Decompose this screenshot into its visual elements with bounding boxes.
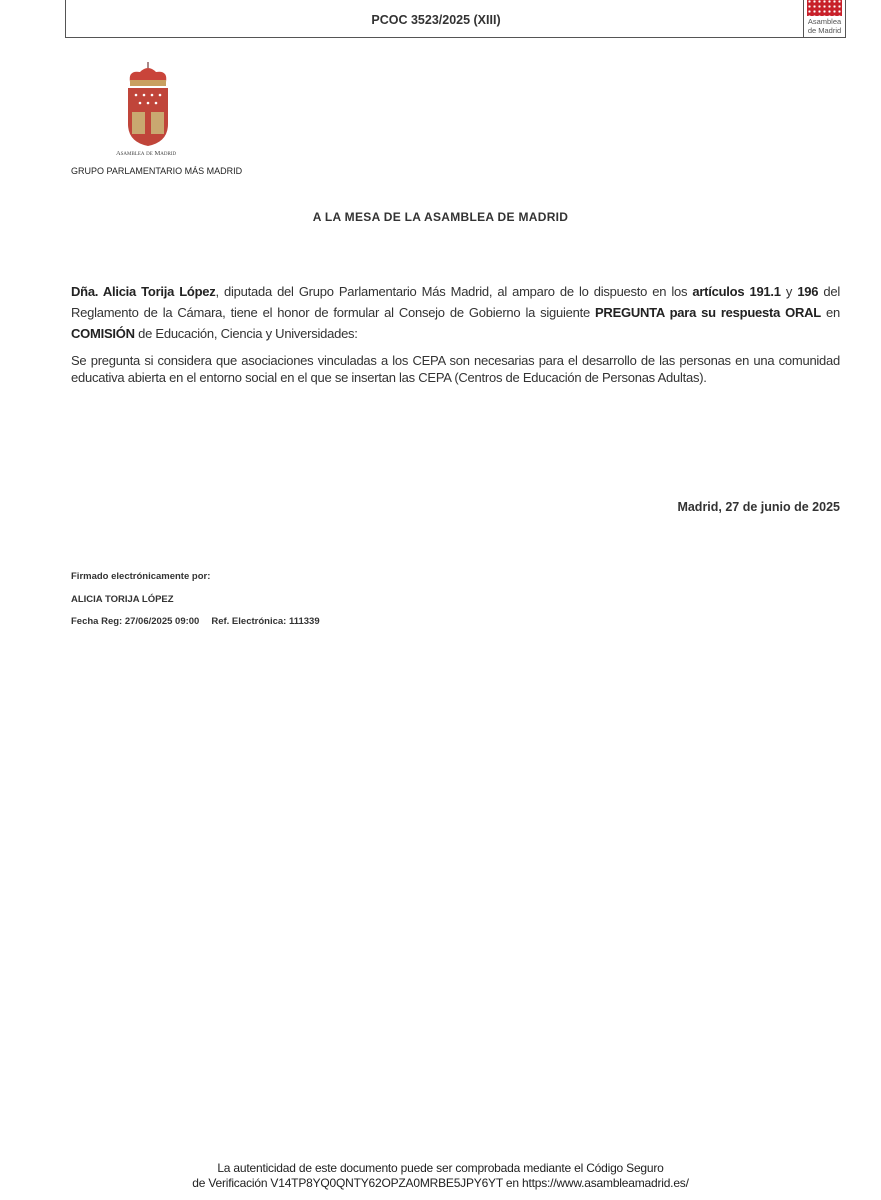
article-ref: 196 [797, 284, 819, 299]
logo-text: de Madrid [807, 26, 842, 35]
coat-of-arms-icon [120, 62, 176, 148]
question-paragraph: Se pregunta si considera que asociaciones vinculadas a los CEPA son necesarias para el desarrollo de las personas en una comunidad educativa abierta en el entorno social en el que se insertan las CEPA (Centros de Educación de Personas Adultas). [71, 353, 840, 385]
parliamentary-group: GRUPO PARLAMENTARIO MÁS MADRID [71, 166, 243, 176]
logo-mark-icon [807, 0, 842, 16]
logo-text: Asamblea [807, 17, 842, 26]
registration-info [71, 616, 320, 627]
verification-footer [0, 1161, 881, 1191]
addressee-heading: A LA MESA DE LA ASAMBLEA DE MADRID [312, 210, 569, 224]
footer-line: La autenticidad de este documento puede ser comprobada mediante el Código Seguro [217, 1161, 664, 1175]
text: de Educación, Ciencia y Universidades: [134, 326, 358, 341]
document-header [65, 0, 846, 38]
intro-paragraph [71, 281, 840, 344]
text: y [780, 284, 798, 299]
signed-by-label: Firmado electrónicamente por: [71, 571, 211, 582]
question-type: PREGUNTA para su respuesta ORAL [595, 305, 821, 320]
signer-name: ALICIA TORIJA LÓPEZ [71, 594, 174, 605]
text: en [820, 305, 840, 320]
text: , diputada del Grupo Parlamentario Más Madrid, al amparo de lo dispuesto en los [215, 284, 693, 299]
crest-caption: Asamblea de Madrid [115, 150, 177, 157]
article-ref: artículos 191.1 [692, 284, 781, 299]
asamblea-logo [803, 0, 845, 37]
commission-label: COMISIÓN [71, 326, 135, 341]
registration-date: Fecha Reg: 27/06/2025 09:00 [71, 616, 200, 627]
document-date: Madrid, 27 de junio de 2025 [677, 500, 840, 514]
text: del Reglamento de la Cámara, tiene el honor de formular al Consejo de Gobierno la siguiente [71, 284, 841, 320]
deputy-name: Dña. Alicia Torija López [71, 284, 216, 299]
electronic-ref: Ref. Electrónica: 111339 [211, 616, 320, 627]
footer-line: de Verificación V14TP8YQ0QNTY62OPZA0MRBE5JPY6YT en https://www.asambleamadrid.es/ [192, 1176, 689, 1190]
document-code: PCOC 3523/2025 (XIII) [371, 13, 501, 27]
